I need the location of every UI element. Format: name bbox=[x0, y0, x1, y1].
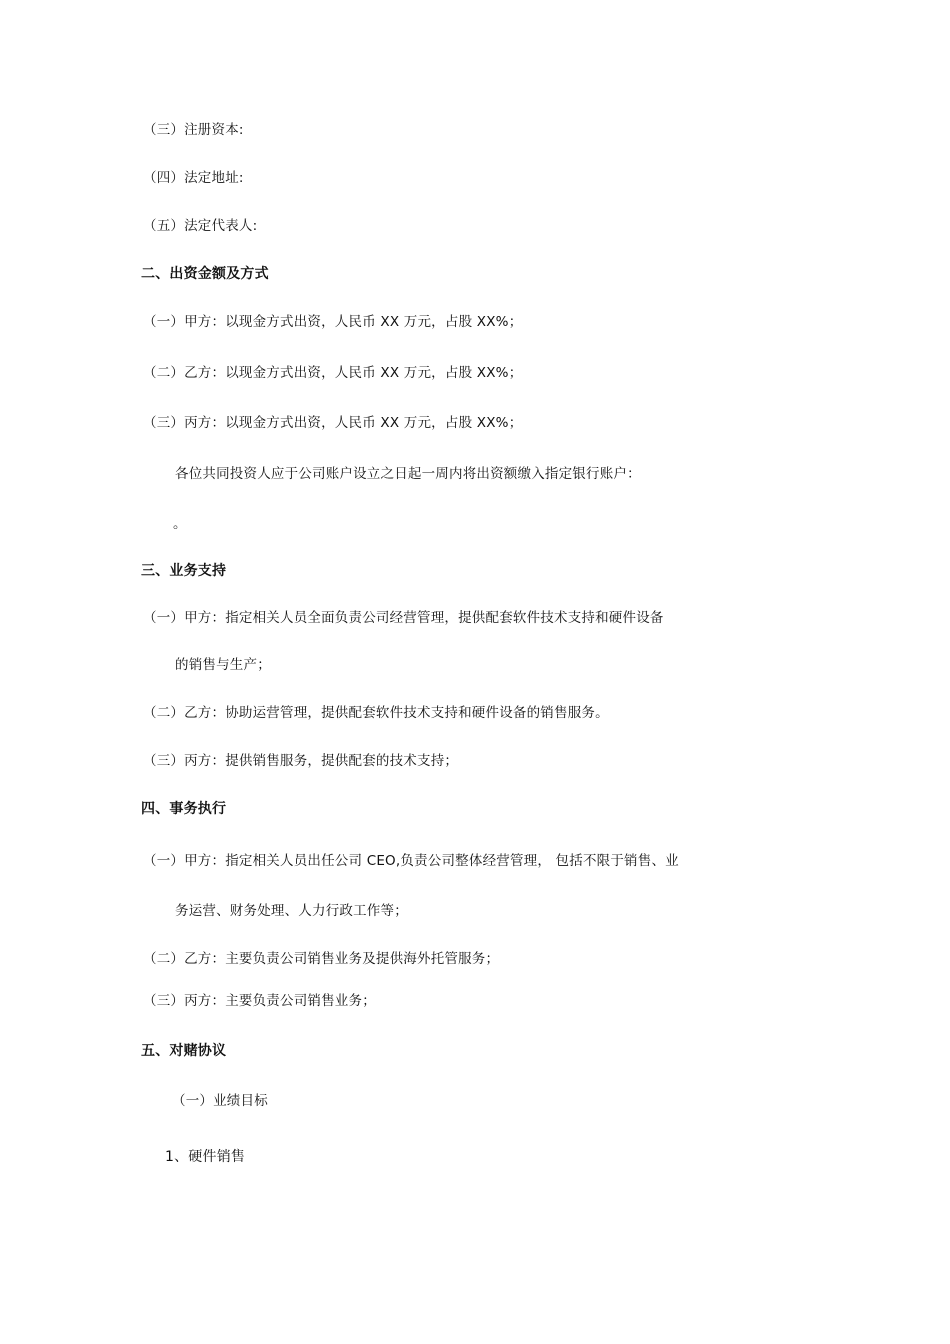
support-party-c: （三）丙方：提供销售服务，提供配套的技术支持； bbox=[143, 753, 459, 769]
contribution-party-c: （三）丙方：以现金方式出资，人民币 XX 万元，占股 XX%； bbox=[143, 415, 523, 431]
section-heading-business-support: 三、业务支持 bbox=[141, 563, 227, 579]
execution-party-a: （一）甲方：指定相关人员出任公司 CEO,负责公司整体经营管理， 包括不限于销售、业 bbox=[143, 853, 679, 869]
paragraph-end-mark: 。 bbox=[173, 516, 187, 532]
legal-representative-item: （五）法定代表人: bbox=[143, 218, 258, 234]
support-party-b: （二）乙方：协助运营管理，提供配套软件技术支持和硬件设备的销售服务。 bbox=[143, 705, 609, 721]
section-heading-affairs-execution: 四、事务执行 bbox=[141, 801, 227, 817]
contribution-party-b: （二）乙方：以现金方式出资，人民币 XX 万元，占股 XX%； bbox=[143, 365, 523, 381]
execution-party-a-continued: 务运营、财务处理、人力行政工作等； bbox=[175, 903, 408, 919]
registered-capital-item: （三）注册资本: bbox=[143, 122, 244, 138]
execution-party-b: （二）乙方：主要负责公司销售业务及提供海外托管服务； bbox=[143, 951, 500, 967]
section-heading-capital-contribution: 二、出资金额及方式 bbox=[141, 266, 269, 282]
section-heading-vam-agreement: 五、对赌协议 bbox=[141, 1043, 227, 1059]
support-party-a-continued: 的销售与生产； bbox=[175, 657, 271, 673]
subsection-performance-target: （一）业绩目标 bbox=[172, 1093, 268, 1109]
support-party-a: （一）甲方：指定相关人员全面负责公司经营管理，提供配套软件技术支持和硬件设备 bbox=[143, 610, 664, 626]
item-hardware-sales: 1、硬件销售 bbox=[165, 1149, 246, 1165]
execution-party-c: （三）丙方：主要负责公司销售业务； bbox=[143, 993, 376, 1009]
contribution-deadline-paragraph: 各位共同投资人应于公司账户设立之日起一周内将出资额缴入指定银行账户： bbox=[175, 466, 641, 482]
legal-address-item: （四）法定地址: bbox=[143, 170, 244, 186]
contribution-party-a: （一）甲方：以现金方式出资，人民币 XX 万元，占股 XX%； bbox=[143, 314, 523, 330]
